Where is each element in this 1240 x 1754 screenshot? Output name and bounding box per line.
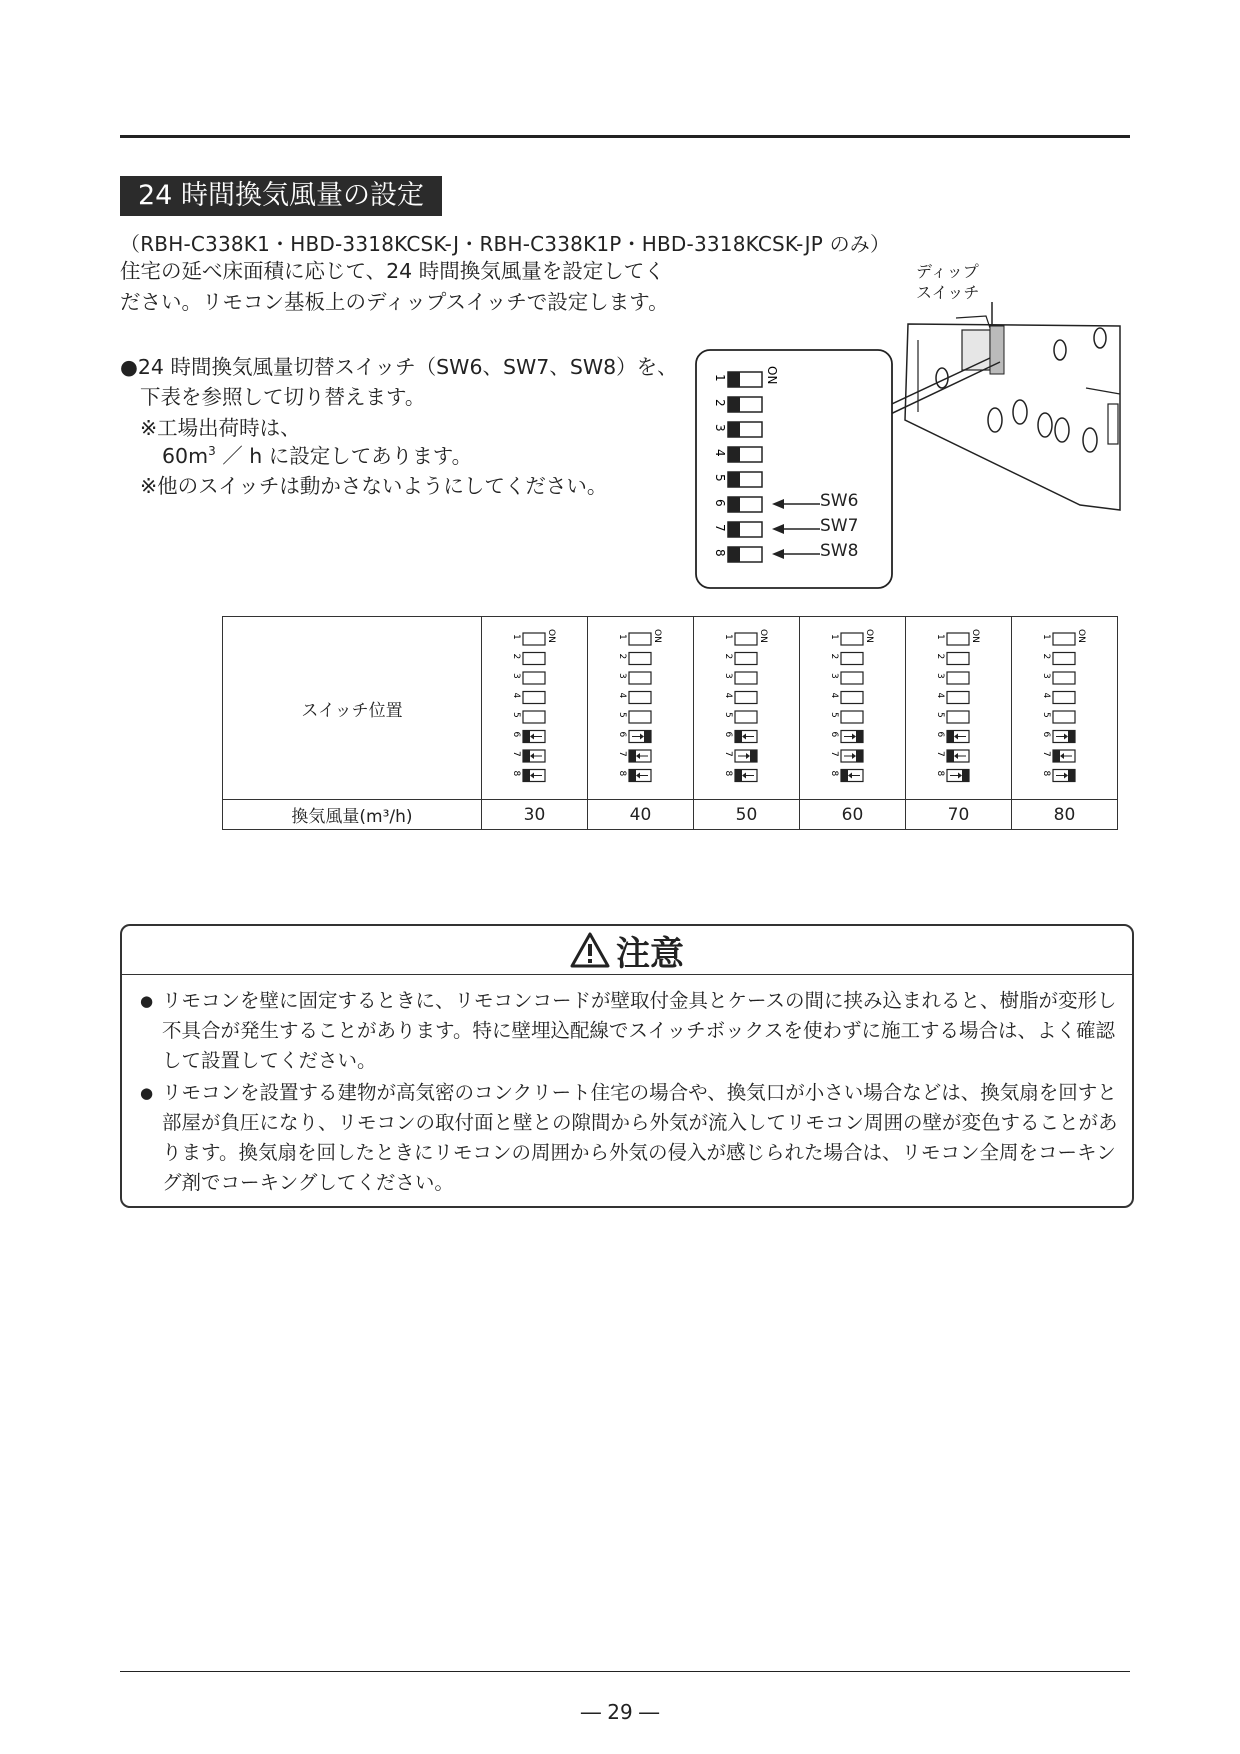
switch-knob [1068, 730, 1075, 742]
switch-number: 5 [722, 711, 733, 718]
switch-number: 1 [510, 633, 521, 640]
switch-knob [629, 769, 636, 781]
switch-knob [728, 497, 740, 512]
switch-number: 1 [713, 374, 727, 382]
caution-item: ● リモコンを壁に固定するときに、リモコンコードが壁取付金具とケースの間に挟み込まれると、樹脂が変形し不具合が発生することがあります。特に壁埋込配線でスイッチボックスを使わずに施工する場合は、よく確認して設置してください。 [140, 986, 1120, 1076]
switch-knob [947, 750, 954, 762]
switch-number: 7 [1040, 750, 1051, 757]
switch-knob [735, 730, 742, 742]
airflow-value-80: 80 [1012, 800, 1118, 830]
sw7-label: SW7 [820, 516, 859, 536]
caution-title: 注意 [616, 933, 684, 974]
switch-number: 5 [616, 711, 627, 718]
dip-switch-diagram [690, 300, 1140, 600]
switch-number: 8 [713, 549, 727, 557]
default-rate-value: 60m [162, 444, 209, 468]
switch-knob [962, 769, 969, 781]
switch-knob [728, 397, 740, 412]
switch-number: 3 [828, 672, 839, 679]
switch-number: 8 [616, 770, 627, 776]
switch-number: 7 [828, 750, 839, 757]
switch-slot [841, 711, 863, 723]
switch-number: 2 [510, 653, 521, 659]
intro-text: 住宅の延べ床面積に応じて、24 時間換気風量を設定してください。リモコン基板上のディップスイッチで設定します。 [120, 259, 669, 314]
switch-number: 8 [510, 770, 521, 776]
dip-setting-30 [505, 621, 565, 791]
on-label: ON [863, 628, 874, 643]
switch-knob [750, 750, 757, 762]
on-label: ON [651, 628, 662, 643]
applicable-models: （RBH-C338K1・HBD-3318KCSK-J・RBH-C338K1P・HBD-3318KCSK-JP のみ） [120, 232, 891, 256]
airflow-header: 換気風量(m³/h) [223, 800, 482, 830]
switch-number: 5 [510, 711, 521, 718]
switch-number: 1 [934, 633, 945, 640]
switch-knob [947, 730, 954, 742]
switch-slot [841, 633, 863, 645]
switch-number: 7 [510, 750, 521, 757]
switch-knob [1068, 769, 1075, 781]
airflow-value-60: 60 [800, 800, 906, 830]
switch-knob [629, 750, 636, 762]
switch-number: 1 [1040, 633, 1051, 640]
switch-number: 8 [828, 770, 839, 776]
caution-list [140, 986, 1120, 1200]
switch-number: 6 [1040, 731, 1051, 737]
switch-slot [947, 652, 969, 664]
switch-number: 1 [722, 633, 733, 640]
switch-knob [841, 769, 848, 781]
switch-knob [523, 769, 530, 781]
switch-slot [1053, 691, 1075, 703]
switch-slot [735, 711, 757, 723]
switch-number: 6 [713, 499, 727, 507]
switch-number: 4 [510, 692, 521, 698]
switch-knob [728, 472, 740, 487]
switch-number: 7 [934, 750, 945, 757]
switch-slot [841, 672, 863, 684]
switch-number: 6 [510, 731, 521, 737]
switch-number: 4 [722, 692, 733, 698]
switch-knob [728, 422, 740, 437]
switch-slot [735, 691, 757, 703]
switch-number: 4 [616, 692, 627, 698]
switch-number: 3 [722, 672, 733, 679]
switch-number: 8 [722, 770, 733, 776]
switch-number: 5 [713, 474, 727, 482]
switch-number: 8 [1040, 770, 1051, 776]
switch-knob [728, 522, 740, 537]
dip-setting-40 [611, 621, 671, 791]
switch-number: 6 [616, 731, 627, 737]
switch-instruction-cont: 下表を参照して切り替えます。 [140, 385, 426, 409]
dip-setting-70 [929, 621, 989, 791]
switch-position-header: スイッチ位置 [223, 617, 482, 800]
switch-number: 6 [828, 731, 839, 737]
switch-slot [947, 691, 969, 703]
switch-number: 2 [934, 653, 945, 659]
switch-slot [947, 672, 969, 684]
switch-number: 3 [616, 672, 627, 679]
switch-knob [735, 769, 742, 781]
dip-label-line1: ディップ [916, 262, 979, 281]
on-label: ON [969, 628, 980, 643]
switch-number: 7 [713, 524, 727, 532]
on-label: ON [545, 628, 556, 643]
factory-default-note [162, 439, 472, 469]
airflow-value-70: 70 [906, 800, 1012, 830]
airflow-value-50: 50 [694, 800, 800, 830]
switch-number: 4 [934, 692, 945, 698]
switch-slot [523, 672, 545, 684]
switch-slot [523, 652, 545, 664]
switch-number: 5 [934, 711, 945, 718]
other-switch-note: ※他のスイッチは動かさないようにしてください。 [140, 474, 608, 498]
switch-number: 6 [934, 731, 945, 737]
switch-slot [735, 672, 757, 684]
top-rule [120, 135, 1130, 138]
airflow-value-40: 40 [588, 800, 694, 830]
switch-position-40 [588, 617, 694, 800]
switch-slot [629, 711, 651, 723]
switch-number: 4 [1040, 692, 1051, 698]
switch-position-80 [1012, 617, 1118, 800]
dip-setting-60 [823, 621, 883, 791]
on-label: ON [765, 366, 779, 385]
switch-position-60 [800, 617, 906, 800]
switch-number: 8 [934, 770, 945, 776]
switch-slot [1053, 652, 1075, 664]
switch-number: 4 [828, 692, 839, 698]
switch-position-row [223, 617, 1118, 800]
sw6-label: SW6 [820, 491, 859, 511]
on-label: ON [757, 628, 768, 643]
dip-label-line2: スイッチ [916, 283, 980, 302]
switch-knob [728, 447, 740, 462]
switch-slot [1053, 711, 1075, 723]
switch-slot [523, 711, 545, 723]
switch-slot [629, 652, 651, 664]
switch-slot [841, 691, 863, 703]
switch-slot [947, 711, 969, 723]
switch-knob [728, 547, 740, 562]
switch-number: 4 [713, 449, 727, 457]
switch-number: 2 [828, 653, 839, 659]
dip-setting-80 [1035, 621, 1095, 791]
default-rate-rest: ／ h に設定してあります。 [222, 444, 473, 468]
switch-slot [1053, 672, 1075, 684]
switch-number: 7 [616, 750, 627, 757]
switch-slot [947, 633, 969, 645]
switch-number: 1 [828, 633, 839, 640]
switch-number: 7 [722, 750, 733, 757]
switch-knob [856, 750, 863, 762]
switch-slot [629, 672, 651, 684]
bottom-rule [120, 1671, 1130, 1672]
switch-number: 6 [722, 731, 733, 737]
switch-position-70 [906, 617, 1012, 800]
switch-number: 3 [934, 672, 945, 679]
page-number: ― 29 ― [580, 1700, 660, 1724]
switch-number: 2 [1040, 653, 1051, 659]
switch-knob [644, 730, 651, 742]
switch-number: 2 [722, 653, 733, 659]
sw8-label: SW8 [820, 541, 859, 561]
switch-instruction: ●24 時間換気風量切替スイッチ（SW6、SW7、SW8）を、 [120, 355, 678, 379]
caution-header [122, 926, 1132, 975]
switch-knob [1053, 750, 1060, 762]
switch-slot [629, 633, 651, 645]
switch-slot [735, 652, 757, 664]
switch-knob [523, 750, 530, 762]
on-label: ON [1075, 628, 1086, 643]
switch-slot [523, 633, 545, 645]
factory-note: ※工場出荷時は、 [140, 416, 301, 440]
switch-knob [523, 730, 530, 742]
warning-triangle-icon [570, 932, 610, 968]
default-rate-sup: 3 [208, 444, 216, 459]
switch-slot [841, 652, 863, 664]
switch-number: 3 [713, 424, 727, 432]
remote-device-illustration [905, 316, 1120, 510]
dip-setting-50 [717, 621, 777, 791]
switch-number: 2 [616, 653, 627, 659]
caution-item: ● リモコンを設置する建物が高気密のコンクリート住宅の場合や、換気口が小さい場合などは、換気扇を回すと部屋が負圧になり、リモコンの取付面と壁との隙間から外気が流入してリモコン周囲の壁が変色することがあります。換気扇を回したときにリモコンの周囲から外気の侵入が感じられた場合は、リモコン全周をコーキング剤でコーキングしてください。 [140, 1078, 1120, 1198]
switch-number: 5 [828, 711, 839, 718]
airflow-value-30: 30 [482, 800, 588, 830]
switch-position-30 [482, 617, 588, 800]
switch-number: 5 [1040, 711, 1051, 718]
section-title: 24 時間換気風量の設定 [120, 176, 442, 216]
switch-number: 2 [713, 399, 727, 407]
switch-position-50 [694, 617, 800, 800]
caution-box [120, 924, 1134, 1208]
switch-slot [735, 633, 757, 645]
airflow-setting-table [222, 616, 1118, 830]
switch-knob [856, 730, 863, 742]
switch-number: 3 [1040, 672, 1051, 679]
airflow-row [223, 800, 1118, 830]
switch-slot [629, 691, 651, 703]
switch-slot [523, 691, 545, 703]
switch-knob [728, 372, 740, 387]
switch-number: 1 [616, 633, 627, 640]
switch-number: 3 [510, 672, 521, 679]
switch-slot [1053, 633, 1075, 645]
